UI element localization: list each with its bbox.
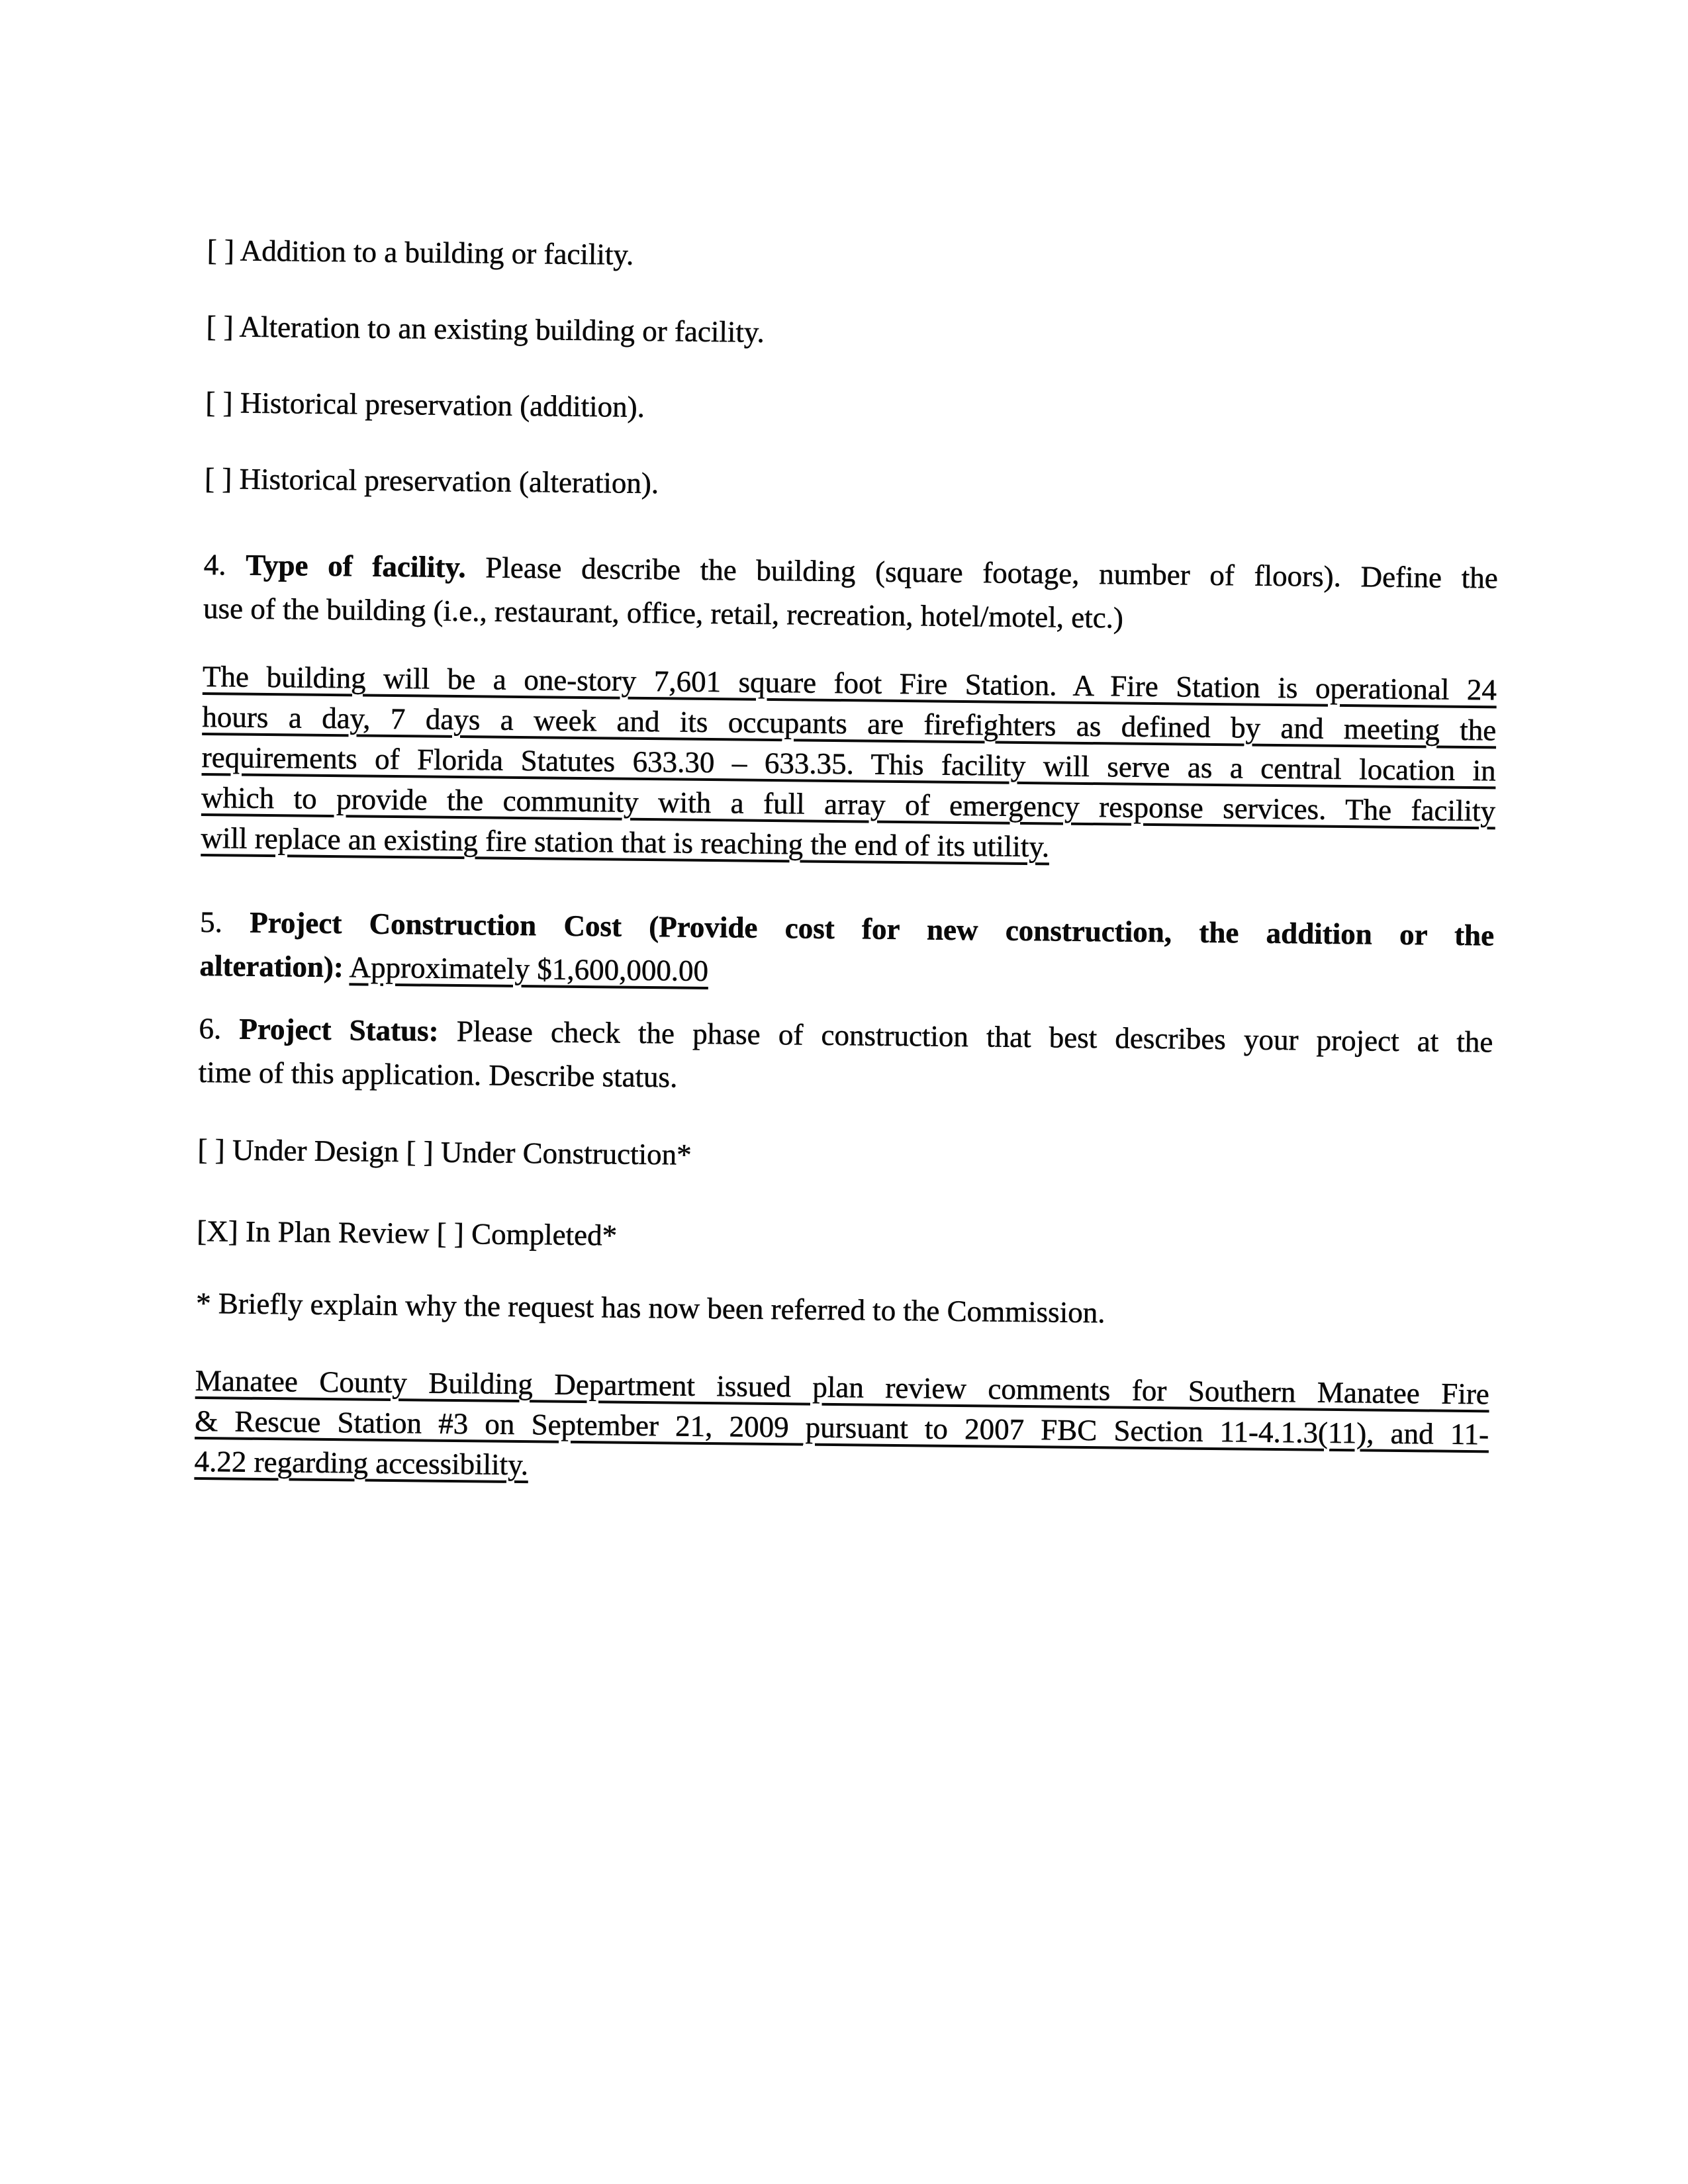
section-4-type-of-facility: [203, 543, 1498, 643]
checkbox-checked-icon: [X]: [197, 1214, 239, 1248]
underlined-answer-text: requirements of Florida Statutes 633.30 – 633.35. This facility will serve as a central location in: [201, 740, 1496, 788]
section-number: 4.: [203, 547, 226, 582]
checkbox-option-historical-alteration: [205, 461, 1499, 509]
checkbox-unchecked-icon: [ ]: [207, 234, 235, 267]
checkbox-option-addition: [207, 233, 1501, 281]
checkbox-option-alteration: [206, 309, 1500, 357]
checkbox-unchecked-icon: [ ]: [197, 1132, 226, 1167]
section-title: Project Status:: [239, 1012, 439, 1048]
section-6-project-status: [198, 1007, 1493, 1107]
section-title: Type of facility.: [246, 548, 466, 584]
section-number: 6.: [199, 1011, 222, 1046]
checkbox-unchecked-icon: [ ]: [204, 461, 232, 496]
checkbox-option-label: Under Design: [232, 1133, 399, 1169]
checkbox-unchecked-icon: [ ]: [436, 1216, 465, 1251]
checkbox-option-historical-addition: [205, 385, 1499, 433]
checkbox-option-label: In Plan Review: [245, 1214, 430, 1250]
underlined-answer-text: 4.22 regarding accessibility.: [194, 1444, 529, 1482]
underlined-answer-text: & Rescue Station #3 on September 21, 2009 pursuant to 2007 FBC Section 11-4.1.3(11), and 11-: [195, 1404, 1489, 1451]
checkbox-option-label: Historical preservation (alteration).: [239, 462, 659, 500]
underlined-answer-text: which to provide the community with a full array of emergency response services. The facility: [201, 780, 1496, 828]
checkbox-option-label: Completed*: [471, 1217, 618, 1252]
underlined-answer-text: will replace an existing fire station that is reaching the end of its utility.: [201, 821, 1050, 864]
checkbox-option-label: Alteration to an existing building or facility.: [239, 310, 765, 349]
checkbox-option-label: Addition to a building or facility.: [240, 234, 634, 271]
section-5-project-construction-cost: [199, 900, 1494, 1001]
checkbox-option-label: Historical preservation (addition).: [240, 386, 645, 424]
facility-description-paragraph: [201, 657, 1497, 872]
section-text: Please check the phase of construction that best describes your project at the: [456, 1015, 1493, 1059]
section-text: Please describe the building (square footage, number of floors). Define the: [485, 551, 1499, 595]
checkbox-unchecked-icon: [ ]: [205, 385, 233, 420]
checkbox-unchecked-icon: [ ]: [406, 1135, 434, 1169]
construction-cost-value: Approximately $1,600,000.00: [349, 950, 709, 987]
section-title: Project Construction Cost (Provide cost for new construction, the addition or the: [250, 905, 1495, 952]
footnote-text: * Briefly explain why the request has now been referred to the Commission.: [195, 1286, 1105, 1330]
section-number: 5.: [199, 905, 223, 939]
paragraph-line: use of the building (i.e., restaurant, office, retail, recreation, hotel/motel, etc.): [203, 591, 1124, 635]
section-title: alteration):: [199, 948, 344, 984]
underlined-answer-text: hours a day, 7 days a week and its occupants are firefighters as defined by and meeting the: [202, 700, 1497, 747]
underlined-answer-text: Manatee County Building Department issued plan review comments for Southern Manatee Fire: [195, 1363, 1490, 1411]
status-option-row-review-completed: [197, 1214, 1491, 1261]
underlined-answer-text: The building will be a one-story 7,601 square foot Fire Station. A Fire Station is operational 24: [202, 659, 1497, 707]
checkbox-unchecked-icon: [ ]: [206, 309, 234, 343]
paragraph-line: time of this application. Describe status.: [198, 1055, 678, 1094]
plan-review-note-paragraph: [194, 1361, 1489, 1495]
checkbox-option-label: Under Construction*: [440, 1135, 692, 1171]
status-option-row-design-construction: [197, 1132, 1491, 1180]
